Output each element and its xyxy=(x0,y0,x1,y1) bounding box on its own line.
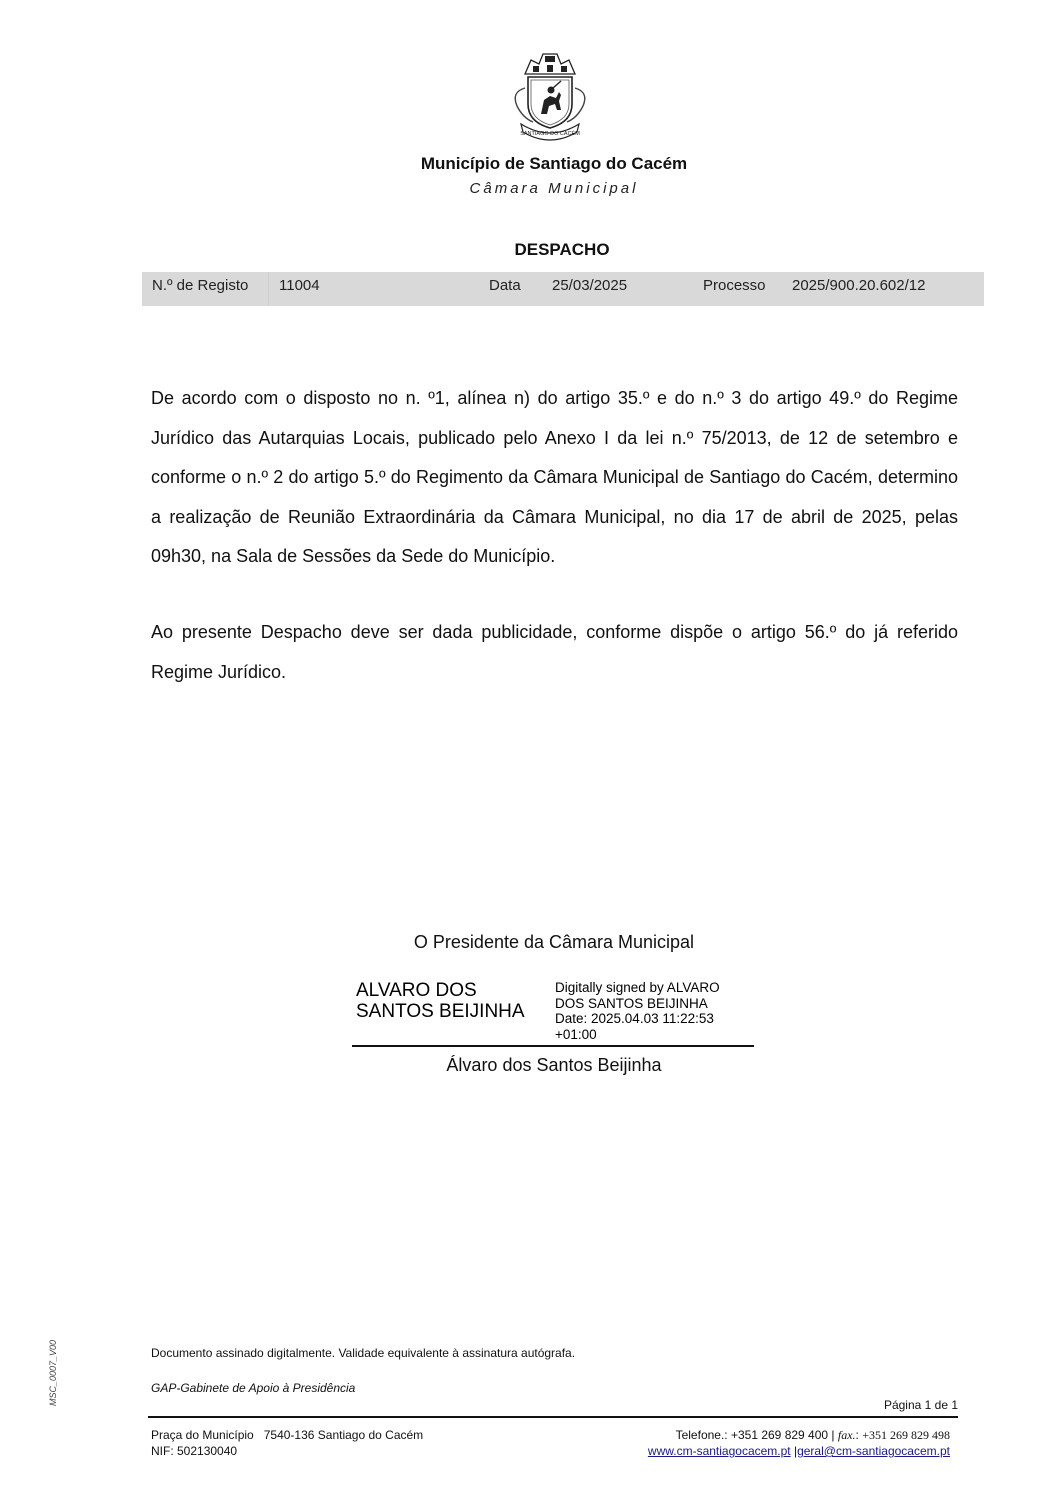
website-link[interactable]: www.cm-santiagocacem.pt xyxy=(647,1444,791,1458)
footer-divider xyxy=(148,1416,958,1418)
municipal-coat-of-arms-logo xyxy=(503,48,597,142)
email-separator: | xyxy=(790,1444,798,1458)
signature-name-line-2: SANTOS BEIJINHA xyxy=(356,1001,525,1022)
processo-value: 2025/900.20.602/12 xyxy=(792,277,926,294)
organization-name: Município de Santiago do Cacém xyxy=(420,154,688,173)
phone-value: +351 269 829 400 xyxy=(730,1428,829,1442)
digital-signature-note: Documento assinado digitalmente. Validade equivalente à assinatura autógrafa. xyxy=(151,1346,576,1360)
logo-caption: SANTIAGO DO CACÉM xyxy=(520,131,580,137)
registo-value: 11004 xyxy=(279,277,320,294)
data-label: Data xyxy=(489,277,521,294)
fax-label: fax. xyxy=(837,1428,856,1442)
signature-detail-line-3: Date: 2025.04.03 11:22:53 xyxy=(555,1011,714,1026)
address: Praça do Município 7540-136 Santiago do Cacém xyxy=(151,1428,424,1442)
contact-web-email xyxy=(648,1444,950,1458)
organization-subtitle: Câmara Municipal xyxy=(469,180,639,197)
contact-phone-fax xyxy=(676,1428,950,1443)
phone-label: Telefone.: xyxy=(675,1428,731,1442)
signer-name: Álvaro dos Santos Beijinha xyxy=(446,1055,662,1075)
signer-title: O Presidente da Câmara Municipal xyxy=(413,932,695,952)
email-link[interactable]: geral@cm-santiagocacem.pt xyxy=(797,1444,950,1458)
document-metadata-bar xyxy=(142,272,984,306)
body-paragraph-1: De acordo com o disposto no n. º1, alínea n) do artigo 35.º e do n.º 3 do artigo 49.º do Regime Jurídico das Autarquias Locais, publicado pelo Anexo I da lei n.º 75/2013, de 12 de setembro e conforme o n.º 2 do artigo 5.º do Regimento da Câmara Municipal de Santiago do Cacém, determino a realização de Reunião Extraordinária da Câmara Municipal, no dia 17 de abril de 2025, pelas 09h30, na Sala de Sessões da Sede do Município. xyxy=(151,388,958,566)
page-number: Página 1 de 1 xyxy=(883,1398,958,1412)
signature-line xyxy=(352,1045,754,1047)
body-paragraph-2: Ao presente Despacho deve ser dada publicidade, conforme dispõe o artigo 56.º do já referido Regime Jurídico. xyxy=(151,622,958,682)
coat-of-arms-icon xyxy=(503,48,597,142)
meta-divider xyxy=(268,272,269,306)
data-value: 25/03/2025 xyxy=(552,277,628,294)
signature-detail-line-4: +01:00 xyxy=(555,1026,597,1042)
signature-name-line-1: ALVARO DOS xyxy=(356,980,477,1001)
nif: NIF: 502130040 xyxy=(151,1444,238,1458)
digital-signature-details xyxy=(555,980,720,1042)
department-name: GAP-Gabinete de Apoio à Presidência xyxy=(151,1381,356,1395)
fax-colon: : xyxy=(855,1428,863,1442)
processo-label: Processo xyxy=(703,277,766,294)
signature-detail-line-2: DOS SANTOS BEIJINHA xyxy=(555,995,708,1011)
signature-detail-line-1: Digitally signed by ALVARO xyxy=(555,980,720,995)
document-template-code: MSC_0007_V00 xyxy=(48,1339,58,1406)
registo-label: N.º de Registo xyxy=(152,277,249,294)
fax-value: +351 269 829 498 xyxy=(862,1428,950,1442)
document-title: DESPACHO xyxy=(514,240,610,259)
separator: | xyxy=(828,1428,838,1442)
digital-signature-name xyxy=(356,980,525,1022)
